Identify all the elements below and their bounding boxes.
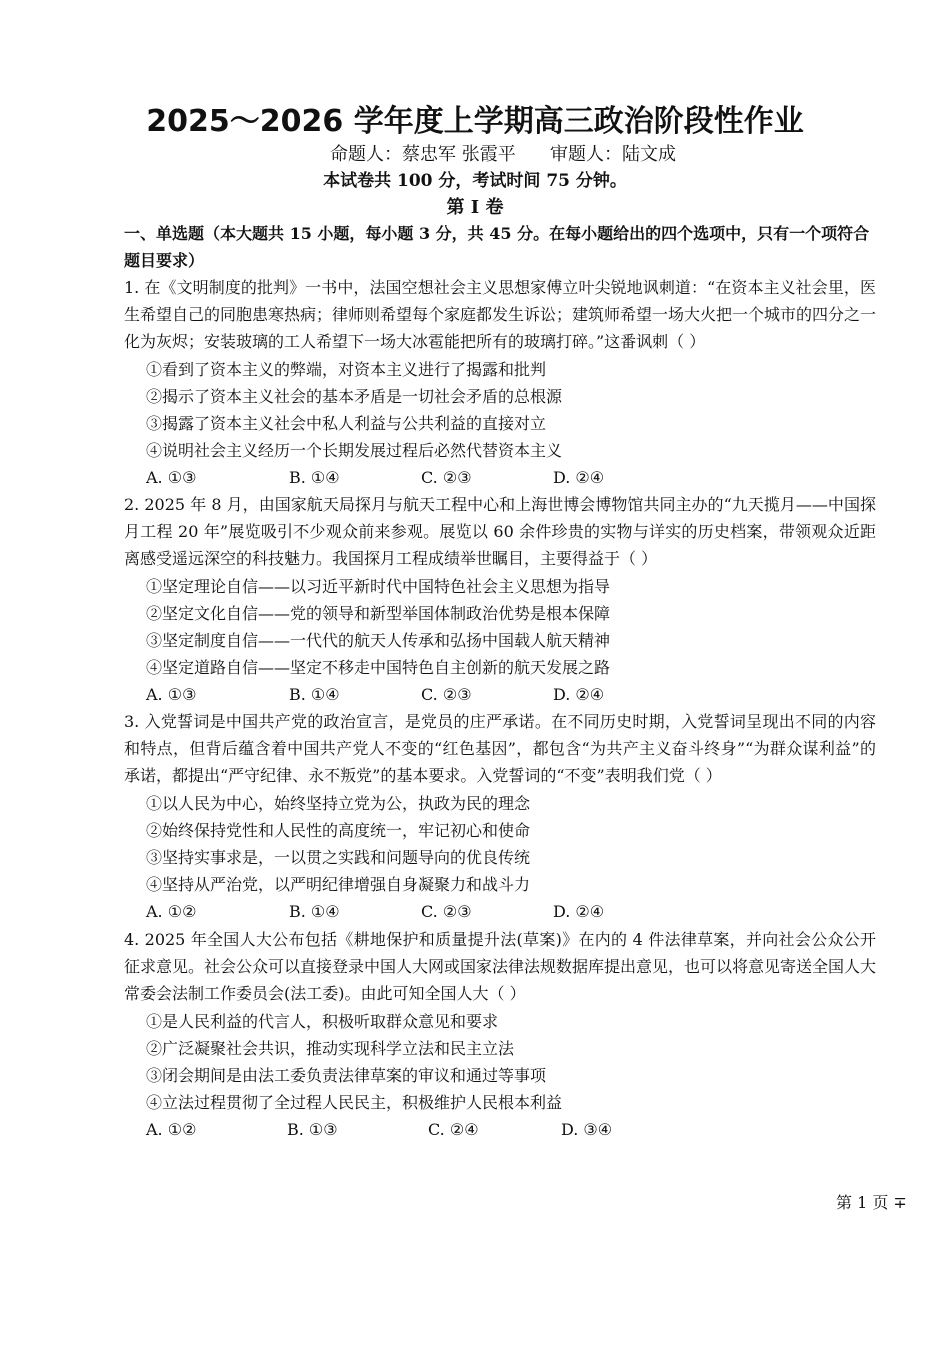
question-4-answer-b: B. ①③ bbox=[287, 1120, 338, 1139]
question-2-option-1: ①坚定理论自信——以习近平新时代中国特色社会主义思想为指导 bbox=[146, 577, 611, 596]
question-3-option-4: ④坚持从严治党，以严明纪律增强自身凝聚力和战斗力 bbox=[146, 875, 531, 894]
question-1-option-4: ④说明社会主义经历一个长期发展过程后必然代替资本主义 bbox=[146, 441, 563, 460]
question-4-answer-c: C. ②④ bbox=[428, 1120, 479, 1139]
question-1-option-2: ②揭示了资本主义社会的基本矛盾是一切社会矛盾的总根源 bbox=[146, 387, 563, 406]
question-2-option-2: ②坚定文化自信——党的领导和新型举国体制政治优势是根本保障 bbox=[146, 604, 611, 623]
question-1-answer-b: B. ①④ bbox=[289, 468, 340, 487]
question-2-answer-d: D. ②④ bbox=[553, 685, 605, 704]
question-3-answer-d: D. ②④ bbox=[553, 902, 605, 921]
question-1-option-3: ③揭露了资本主义社会中私人利益与公共利益的直接对立 bbox=[146, 414, 547, 433]
authors-line: 命题人：蔡忠军 张霞平 审题人：陆文成 bbox=[330, 144, 677, 165]
section-heading: 一、单选题（本大题共 15 小题，每小题 3 分，共 45 分。在每小题给出的四个选项中，只有一个项符合题目要求） bbox=[124, 224, 870, 270]
question-2-answer-a: A. ①③ bbox=[146, 685, 197, 704]
question-3-answer-b: B. ①④ bbox=[289, 902, 340, 921]
question-4-option-4: ④立法过程贯彻了全过程人民民主，积极维护人民根本利益 bbox=[146, 1093, 563, 1112]
question-2-option-4: ④坚定道路自信——坚定不移走中国特色自主创新的航天发展之路 bbox=[146, 658, 611, 677]
question-1-option-1: ①看到了资本主义的弊端，对资本主义进行了揭露和批判 bbox=[146, 360, 547, 379]
page-title: 2025～2026 学年度上学期高三政治阶段性作业 bbox=[146, 104, 804, 139]
page-number: 第 1 页 ∓ bbox=[836, 1193, 907, 1212]
question-4-option-3: ③闭会期间是由法工委负责法律草案的审议和通过等事项 bbox=[146, 1066, 547, 1085]
question-4-option-2: ②广泛凝聚社会共识，推动实现科学立法和民主立法 bbox=[146, 1039, 515, 1058]
question-3-stem: 3. 入党誓词是中国共产党的政治宣言，是党员的庄严承诺。在不同历史时期，入党誓词呈现出不同的内容和特点，但背后蕴含着中国共产党人不变的“红色基因”，都包含“为共产主义奋斗终身”“为群众谋利益”的承诺，都提出“严守纪律、永不叛党”的基本要求。入党誓词的“不变”表明我们党（ ） bbox=[124, 712, 876, 785]
question-1-answer-c: C. ②③ bbox=[421, 468, 472, 487]
question-2-option-3: ③坚定制度自信——一代代的航天人传承和弘扬中国载人航天精神 bbox=[146, 631, 611, 650]
question-2-stem: 2. 2025 年 8 月，由国家航天局探月与航天工程中心和上海世博会博物馆共同主办的“九天揽月——中国探月工程 20 年”展览吸引不少观众前来参观。展览以 60 余件珍贵的实物与详实的历史档案，带领观众近距离感受遥远深空的科技魅力。我国探月工程成绩举世瞩目，主要得益于（ ） bbox=[124, 495, 876, 568]
question-4-option-1: ①是人民利益的代言人，积极听取群众意见和要求 bbox=[146, 1012, 499, 1031]
question-2-answer-c: C. ②③ bbox=[421, 685, 472, 704]
question-3-option-3: ③坚持实事求是，一以贯之实践和问题导向的优良传统 bbox=[146, 848, 531, 867]
question-1-answer-a: A. ①③ bbox=[146, 468, 197, 487]
question-1-stem: 1. 在《文明制度的批判》一书中，法国空想社会主义思想家傅立叶尖锐地讽刺道：“在资本主义社会里，医生希望自己的同胞患寒热病；律师则希望每个家庭都发生诉讼；建筑师希望一场大火把一个城市的四分之一化为灰烬；安装玻璃的工人希望下一场大冰雹能把所有的玻璃打碎。”这番讽刺（ ） bbox=[124, 278, 877, 351]
question-4-answer-d: D. ③④ bbox=[561, 1120, 613, 1139]
question-2-answer-b: B. ①④ bbox=[289, 685, 340, 704]
question-4-stem: 4. 2025 年全国人大公布包括《耕地保护和质量提升法(草案)》在内的 4 件法律草案，并向社会公众公开征求意见。社会公众可以直接登录中国人大网或国家法律法规数据库提出意见，也可以将意见寄送全国人大常委会法制工作委员会(法工委)。由此可知全国人大（ ） bbox=[124, 930, 877, 1003]
question-4-answer-a: A. ①② bbox=[146, 1120, 197, 1139]
question-3-option-1: ①以人民为中心，始终坚持立党为公，执政为民的理念 bbox=[146, 794, 531, 813]
question-1-answer-d: D. ②④ bbox=[553, 468, 605, 487]
volume-heading: 第 I 卷 bbox=[446, 197, 504, 218]
question-3-answer-c: C. ②③ bbox=[421, 902, 472, 921]
question-3-answer-a: A. ①② bbox=[146, 902, 197, 921]
exam-info: 本试卷共 100 分，考试时间 75 分钟。 bbox=[323, 171, 627, 191]
question-3-option-2: ②始终保持党性和人民性的高度统一，牢记初心和使命 bbox=[146, 821, 531, 840]
